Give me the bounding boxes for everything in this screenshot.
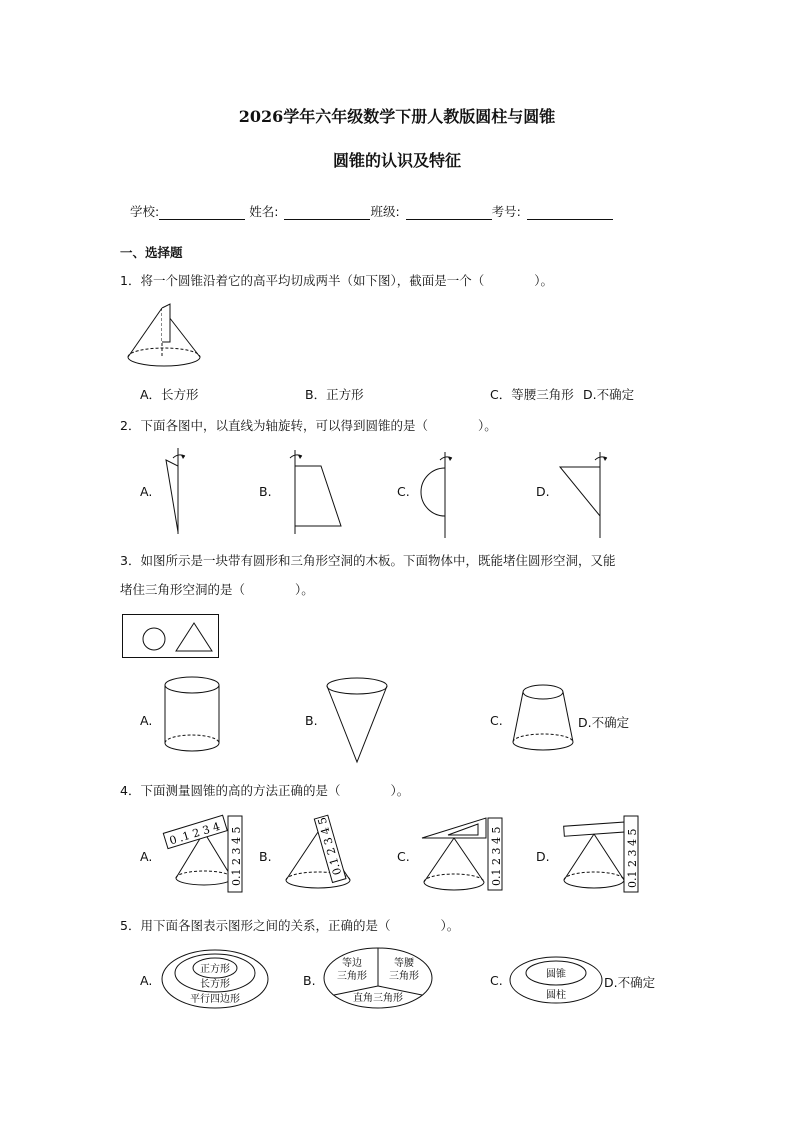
- class-field[interactable]: [406, 206, 492, 220]
- q2-figure-d: [556, 450, 616, 540]
- q1-cut-cone-figure: [124, 302, 204, 372]
- question-3-line-2: 堵住三角形空洞的是（ ）。: [120, 582, 314, 597]
- q2-option-c[interactable]: C.: [397, 484, 410, 499]
- question-2: 2．下面各图中，以直线为轴旋转，可以得到圆锥的是（ ）。: [120, 418, 497, 433]
- q5-pie-b: [322, 946, 434, 1010]
- q3-board-figure: [122, 614, 220, 660]
- q5a-outer-label: 平行四边形: [190, 994, 240, 1005]
- q3-option-b[interactable]: B.: [305, 713, 318, 728]
- q3-option-d[interactable]: D.不确定: [578, 715, 630, 730]
- q5c-outer-label: 圆柱: [546, 990, 566, 1001]
- q5-venn-a: [160, 948, 270, 1010]
- name-label: 姓名:: [249, 204, 279, 219]
- question-4: 4．下面测量圆锥的高的方法正确的是（ ）。: [120, 783, 410, 798]
- q5a-middle-label: 长方形: [200, 979, 230, 990]
- q3-option-a[interactable]: A.: [140, 713, 153, 728]
- svg-text:三角形: 三角形: [337, 971, 367, 982]
- svg-text:等腰: 等腰: [394, 958, 414, 969]
- q5b-bottom-label: 直角三角形: [353, 993, 403, 1004]
- q5-option-d[interactable]: D.不确定: [604, 975, 656, 990]
- q5-venn-c: [508, 954, 604, 1006]
- q3-cylinder-figure: [162, 675, 222, 755]
- svg-text:0.1 2 3 4 5: 0.1 2 3 4 5: [315, 815, 345, 877]
- q5c-inner-label: 圆锥: [546, 969, 566, 980]
- q3-option-c[interactable]: C.: [490, 713, 503, 728]
- q4a-top-ruler-marks: 0: [168, 833, 179, 848]
- q2-option-b[interactable]: B.: [259, 484, 272, 499]
- q5a-inner-label: 正方形: [200, 964, 230, 975]
- q3-cone-figure: [325, 676, 389, 766]
- page-title: 2026学年六年级数学下册人教版圆柱与圆锥: [238, 107, 556, 126]
- q2-option-d[interactable]: D.: [536, 484, 550, 499]
- school-field[interactable]: [159, 206, 245, 220]
- svg-text:0.1 2 3 4 5: 0.1 2 3 4 5: [490, 826, 503, 886]
- q5-option-a[interactable]: A.: [140, 973, 153, 988]
- q4-option-b[interactable]: B.: [259, 849, 272, 864]
- question-5: 5．用下面各图表示图形之间的关系，正确的是（ ）。: [120, 918, 460, 933]
- class-label: 班级:: [370, 204, 400, 219]
- q5-option-c[interactable]: C.: [490, 973, 503, 988]
- q1-option-b[interactable]: B．正方形: [305, 387, 364, 402]
- name-field[interactable]: [284, 206, 370, 220]
- q4-option-d[interactable]: D.: [536, 849, 550, 864]
- q2-figure-c: [415, 450, 465, 540]
- svg-text:.1 2 3 4: .1 2 3 4: [177, 819, 222, 845]
- q1-option-d[interactable]: D.不确定: [583, 387, 635, 402]
- svg-text:0.1 2 3 4 5: 0.1 2 3 4 5: [626, 828, 639, 888]
- student-info-line: [130, 202, 613, 220]
- page-subtitle: 圆锥的认识及特征: [332, 151, 461, 170]
- id-label: 考号:: [491, 204, 521, 219]
- question-1: 1．将一个圆锥沿着它的高平均切成两半（如下图），截面是一个（ ）。: [120, 273, 553, 288]
- q1-option-c[interactable]: C．等腰三角形: [490, 387, 574, 402]
- svg-text:等边: 等边: [342, 958, 362, 969]
- q4-figure-c: [418, 804, 508, 896]
- q3-frustum-figure: [510, 682, 576, 754]
- section-heading: 一、选择题: [120, 245, 183, 260]
- q2-figure-b: [283, 448, 348, 538]
- school-label: 学校:: [130, 204, 160, 219]
- q4-option-a[interactable]: A.: [140, 849, 153, 864]
- q2-figure-a: [158, 446, 198, 536]
- svg-text:0.1 2 3 4 5: 0.1 2 3 4 5: [230, 826, 243, 886]
- q4-option-c[interactable]: C.: [397, 849, 410, 864]
- q1-option-a[interactable]: A．长方形: [140, 387, 199, 402]
- q4-figure-d: [556, 808, 646, 896]
- q5-option-b[interactable]: B.: [303, 973, 316, 988]
- q2-option-a[interactable]: A.: [140, 484, 153, 499]
- svg-text:三角形: 三角形: [389, 971, 419, 982]
- id-field[interactable]: [527, 206, 613, 220]
- q4-figure-a: [160, 806, 250, 896]
- question-3-line-1: 3．如图所示是一块带有圆形和三角形空洞的木板。下面物体中，既能堵住圆形空洞，又能: [120, 553, 616, 568]
- q4-figure-b: [280, 812, 360, 896]
